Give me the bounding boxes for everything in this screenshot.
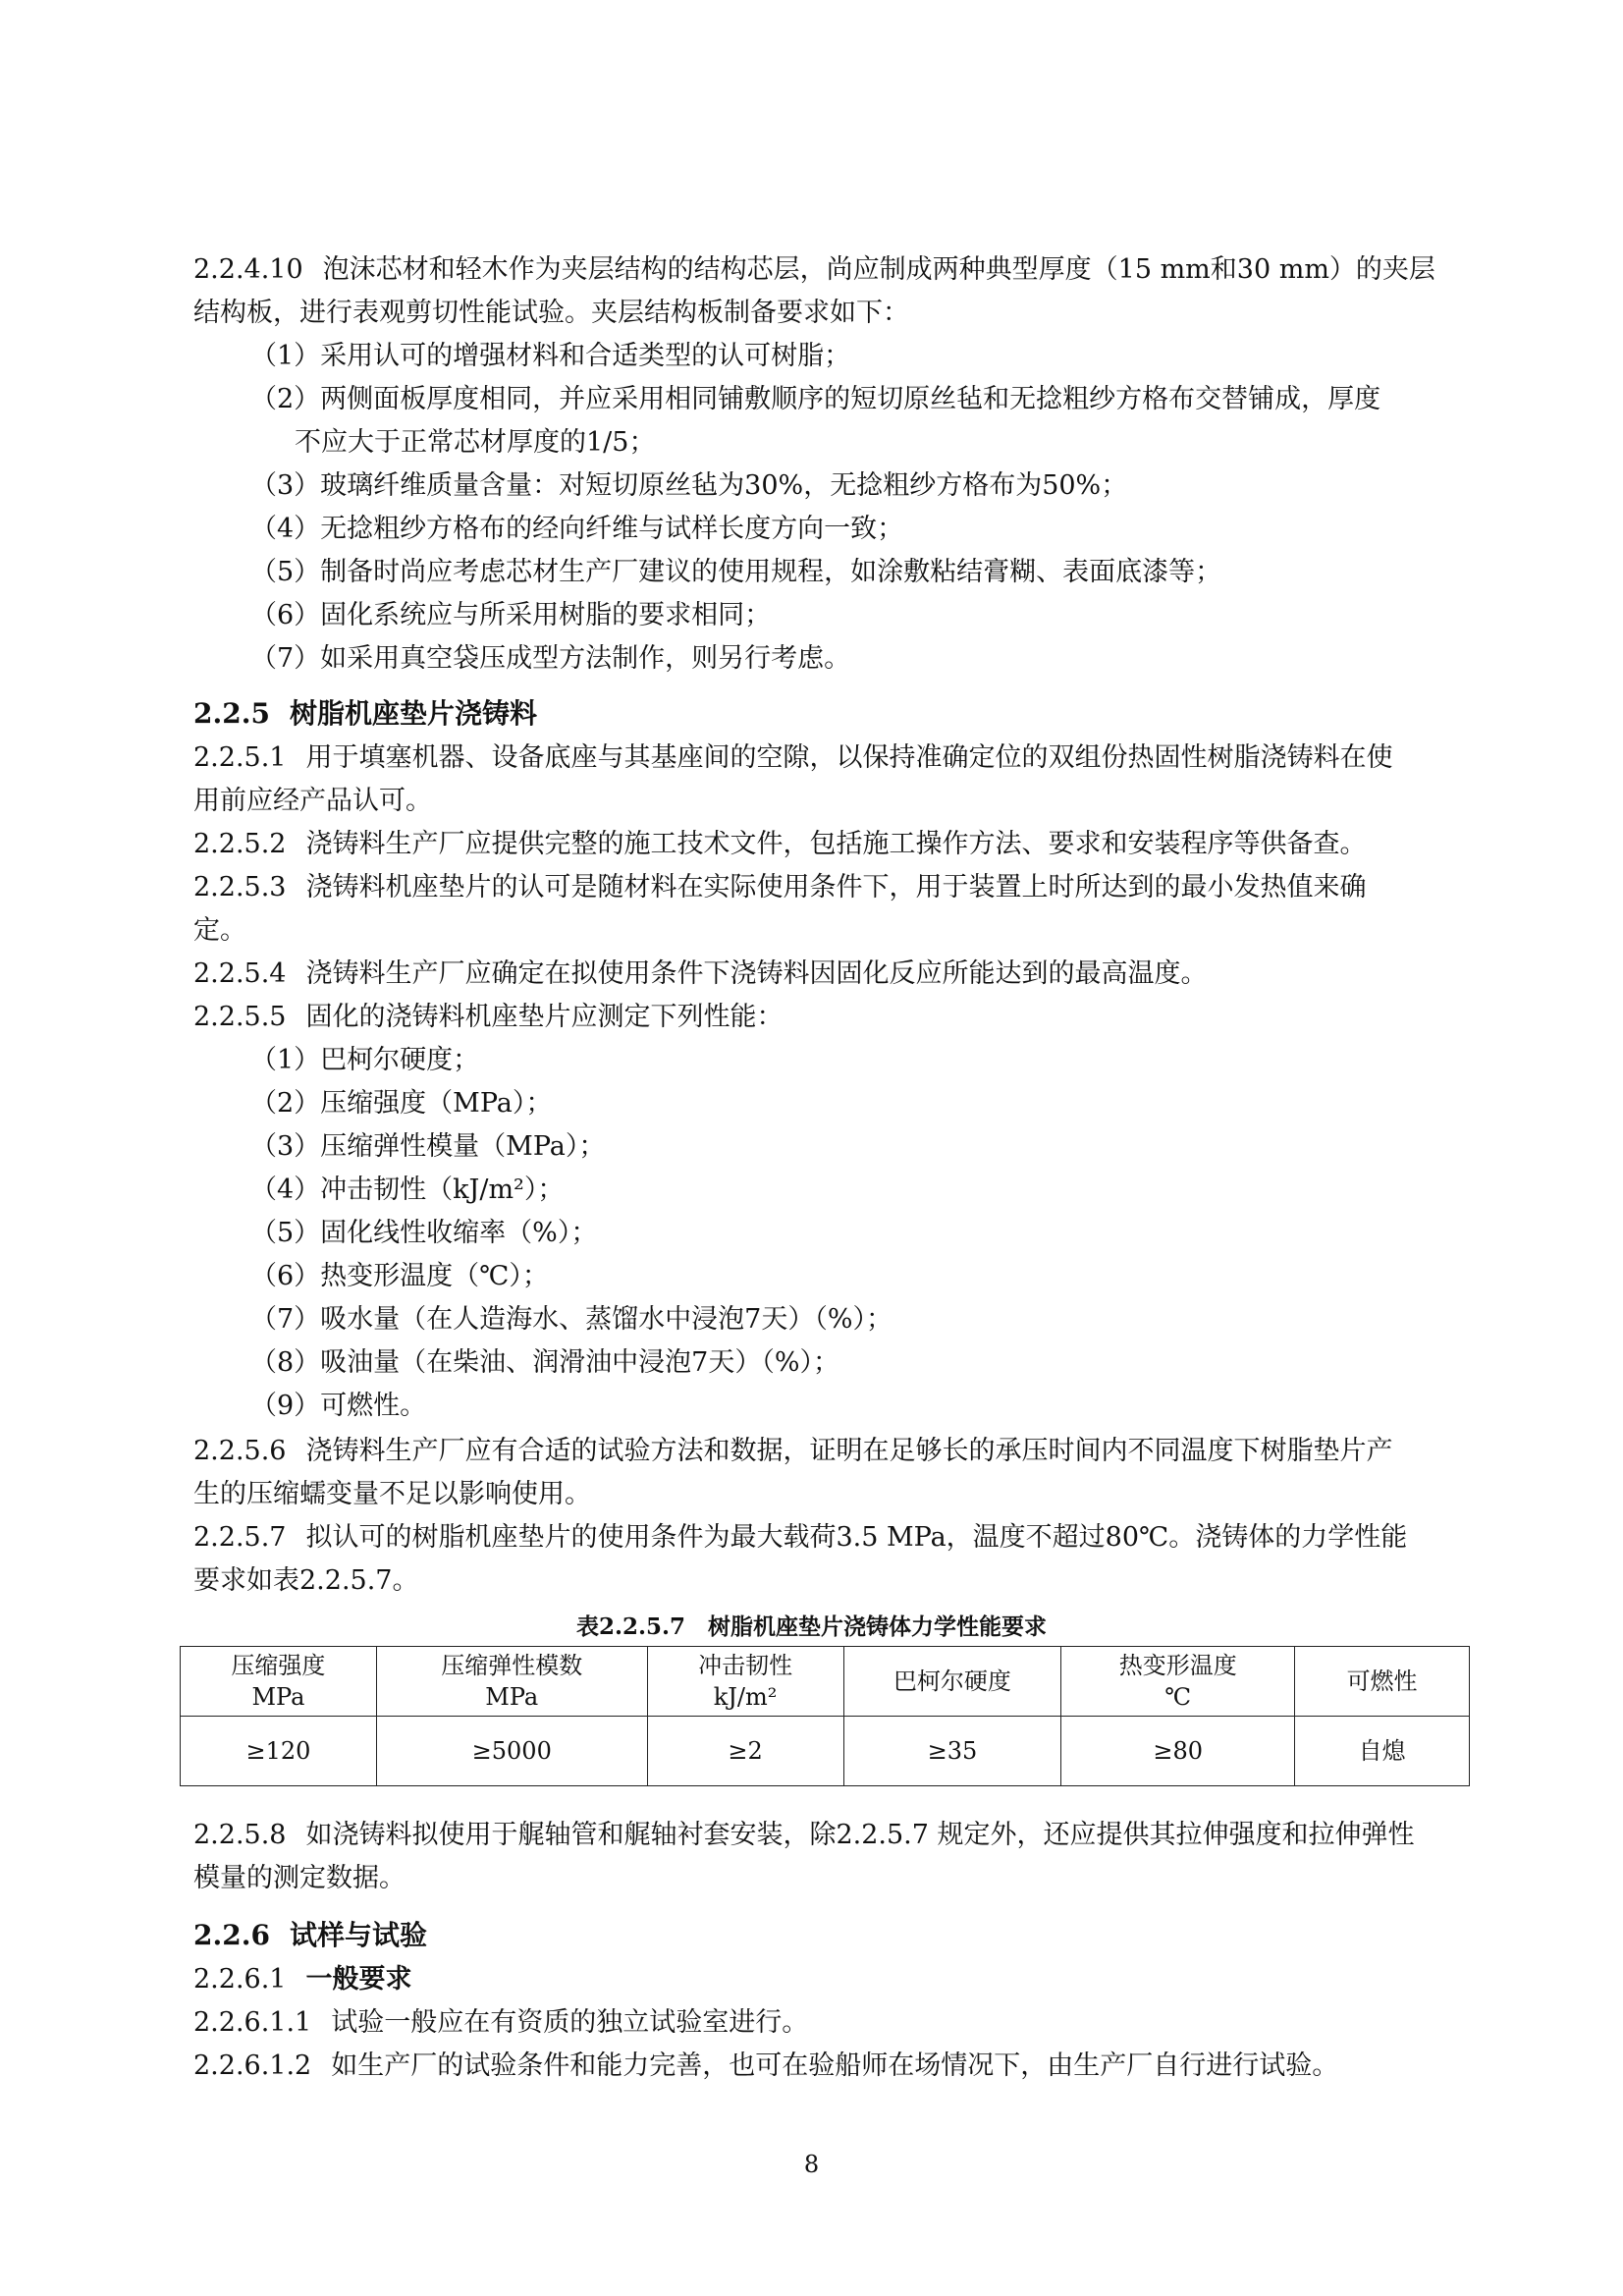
list-item: （9）可燃性。: [250, 1391, 427, 1421]
list-item: （5）制备时尚应考虑芯材生产厂建议的使用规程，如涂敷粘结膏糊、表面底漆等；: [250, 557, 1222, 587]
list-item: （5）固化线性收缩率（%）；: [250, 1218, 598, 1248]
table-cell: ≥2: [647, 1717, 843, 1786]
para-2-2-5-7-line2: 要求如表2.2.5.7。: [193, 1565, 419, 1596]
para-2-2-4-10-line1: 2.2.4.10 泡沫芯材和轻木作为夹层结构的结构芯层，尚应制成两种典型厚度（15 mm和30 mm）的夹层: [193, 254, 1435, 285]
table-cell: ≥35: [843, 1717, 1061, 1786]
properties-table: [180, 1646, 1470, 1786]
para-2-2-5-6-line1: 2.2.5.6 浇铸料生产厂应有合适的试验方法和数据，证明在足够长的承压时间内不同温度下树脂垫片产: [193, 1436, 1393, 1466]
list-item: （7）如采用真空袋压成型方法制作，则另行考虑。: [250, 643, 851, 674]
para-2-2-4-10-line2: 结构板，进行表观剪切性能试验。夹层结构板制备要求如下：: [193, 298, 909, 328]
list-item: （6）热变形温度（℃）；: [250, 1261, 549, 1291]
table-header-row: [181, 1647, 1470, 1717]
table-row: [181, 1717, 1470, 1786]
para-2-2-5-3-line1: 2.2.5.3 浇铸料机座垫片的认可是随材料在实际使用条件下，用于装置上时所达到的最小发热值来确: [193, 872, 1367, 902]
para-2-2-5-2: 2.2.5.2 浇铸料生产厂应提供完整的施工技术文件，包括施工操作方法、要求和安装程序等供备查。: [193, 829, 1367, 859]
para-2-2-5-1-line1: 2.2.5.1 用于填塞机器、设备底座与其基座间的空隙，以保持准确定位的双组份热固性树脂浇铸料在使: [193, 742, 1393, 773]
list-item: （2）压缩强度（MPa）；: [250, 1088, 553, 1119]
para-2-2-5-5: 2.2.5.5 固化的浇铸料机座垫片应测定下列性能：: [193, 1002, 784, 1032]
para-2-2-6-1-2: 2.2.6.1.2 如生产厂的试验条件和能力完善，也可在验船师在场情况下，由生产厂自行进行试验。: [193, 2050, 1339, 2081]
list-item: （1）采用认可的增强材料和合适类型的认可树脂；: [250, 341, 851, 371]
table-cell: ≥120: [181, 1717, 377, 1786]
list-item: （2）两侧面板厚度相同，并应采用相同铺敷顺序的短切原丝毡和无捻粗纱方格布交替铺成，厚度: [250, 384, 1381, 414]
para-2-2-5-4: 2.2.5.4 浇铸料生产厂应确定在拟使用条件下浇铸料因固化反应所能达到的最高温度。: [193, 958, 1208, 989]
table-cell: ≥5000: [376, 1717, 647, 1786]
table-header-cell: 压缩强度 MPa: [181, 1647, 377, 1717]
list-item: 不应大于正常芯材厚度的1/5；: [295, 427, 656, 458]
table-header-cell: 压缩弹性模数 MPa: [376, 1647, 647, 1717]
para-2-2-5-6-line2: 生的压缩蠕变量不足以影响使用。: [193, 1479, 591, 1509]
para-2-2-5-7-line1: 2.2.5.7 拟认可的树脂机座垫片的使用条件为最大载荷3.5 MPa，温度不超过80℃。浇铸体的力学性能: [193, 1522, 1408, 1553]
para-2-2-5-3-line2: 定。: [193, 915, 246, 946]
list-item: （4）冲击韧性（kJ/m²）；: [250, 1175, 565, 1205]
table-header-cell: 冲击韧性 kJ/m²: [647, 1647, 843, 1717]
list-item: （8）吸油量（在柴油、润滑油中浸泡7天）（%）；: [250, 1347, 840, 1378]
para-2-2-5-8-line2: 模量的测定数据。: [193, 1863, 406, 1893]
para-2-2-6-1-1: 2.2.6.1.1 试验一般应在有资质的独立试验室进行。: [193, 2007, 809, 2038]
list-item: （3）压缩弹性模量（MPa）；: [250, 1131, 606, 1162]
table-cell: ≥80: [1061, 1717, 1295, 1786]
table-cell: 自熄: [1295, 1717, 1470, 1786]
table-header-cell: 可燃性: [1295, 1647, 1470, 1717]
section-heading-2-2-5: 2.2.5 树脂机座垫片浇铸料: [193, 697, 537, 730]
list-item: （6）固化系统应与所采用树脂的要求相同；: [250, 600, 772, 630]
para-2-2-5-1-line2: 用前应经产品认可。: [193, 786, 432, 816]
list-item: （3）玻璃纤维质量含量：对短切原丝毡为30%，无捻粗纱方格布为50%；: [250, 470, 1128, 501]
table-caption: 表2.2.5.7 树脂机座垫片浇铸体力学性能要求: [575, 1613, 1048, 1640]
table-header-cell: 巴柯尔硬度: [843, 1647, 1061, 1717]
list-item: （7）吸水量（在人造海水、蒸馏水中浸泡7天）（%）；: [250, 1304, 893, 1335]
list-item: （1）巴柯尔硬度；: [250, 1045, 480, 1075]
list-item: （4）无捻粗纱方格布的经向纤维与试样长度方向一致；: [250, 514, 904, 544]
para-2-2-6-1: 2.2.6.1 一般要求: [193, 1964, 412, 1995]
table-header-cell: 热变形温度 ℃: [1061, 1647, 1295, 1717]
section-heading-2-2-6: 2.2.6 试样与试验: [193, 1919, 427, 1951]
para-2-2-5-8-line1: 2.2.5.8 如浇铸料拟使用于艉轴管和艉轴衬套安装，除2.2.5.7 规定外，还应提供其拉伸强度和拉伸弹性: [193, 1820, 1415, 1850]
page-number: 8: [803, 2151, 820, 2178]
